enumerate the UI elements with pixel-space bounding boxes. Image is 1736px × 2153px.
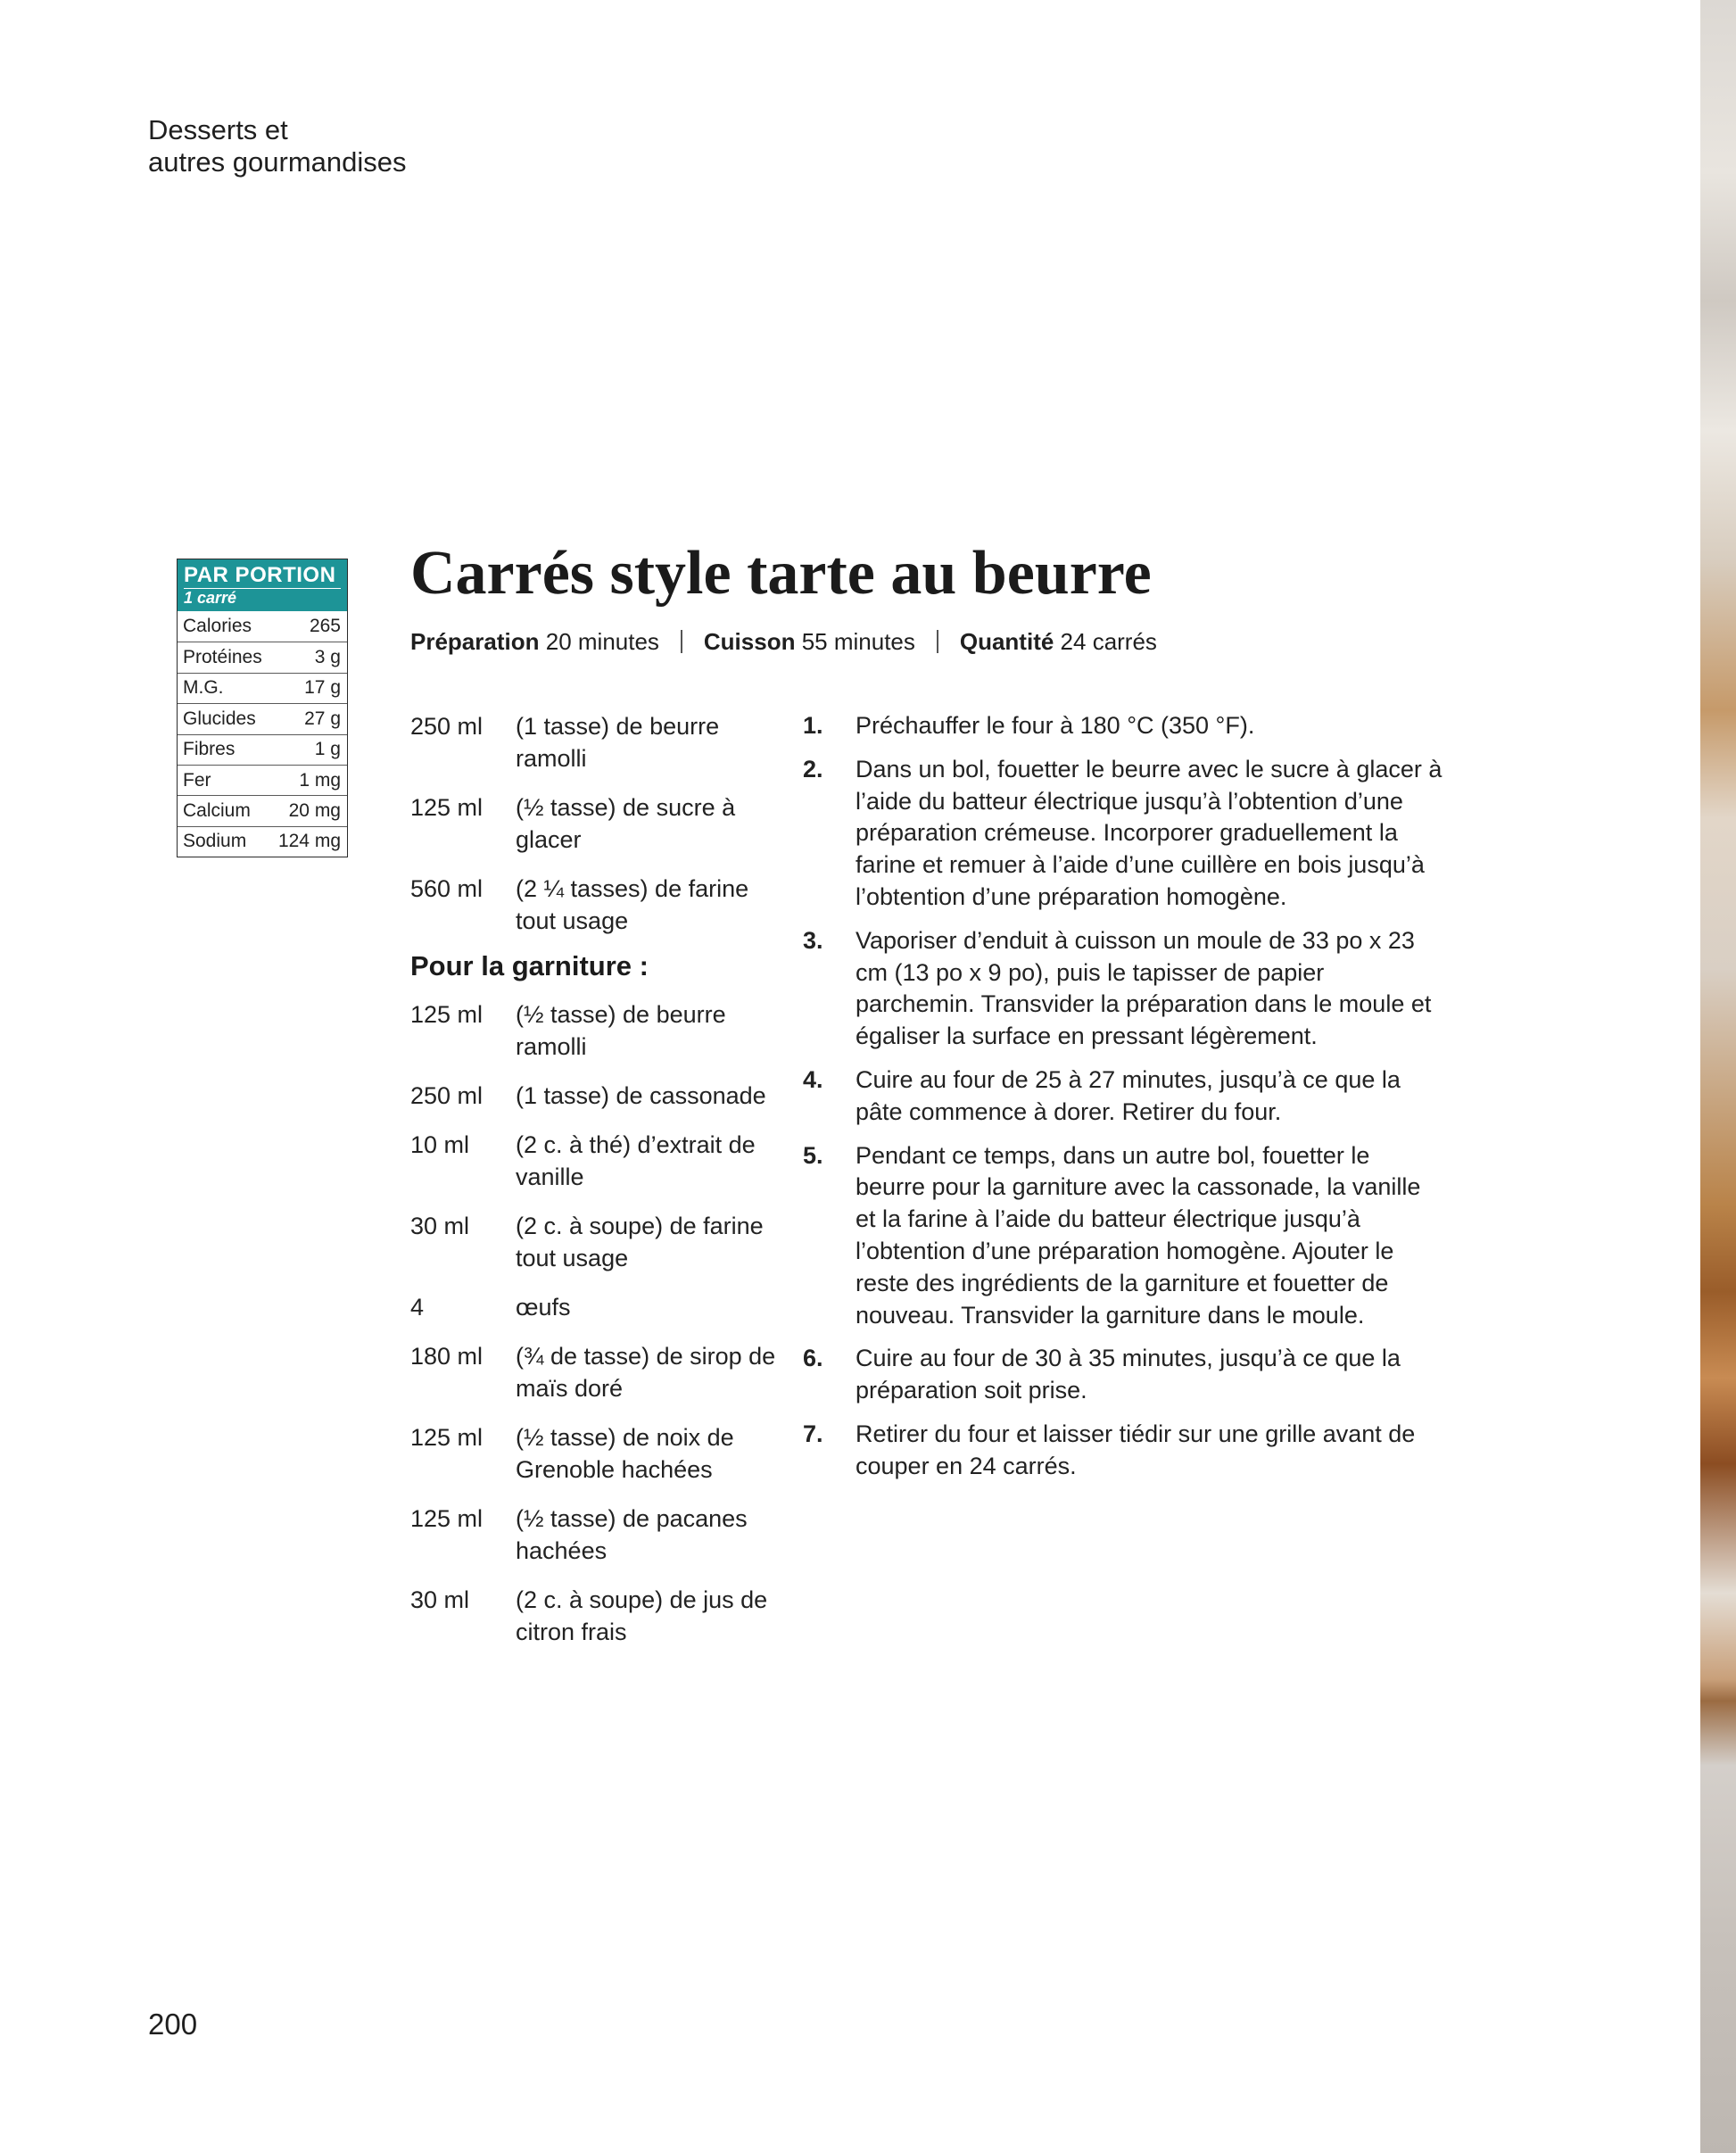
- ingredient-quantity: 10 ml: [410, 1131, 470, 1158]
- ingredient-quantity: 125 ml: [410, 1001, 484, 1028]
- step-item: [803, 1064, 1445, 1129]
- ingredients-list: [410, 710, 785, 1665]
- step-number: 1.: [803, 712, 823, 739]
- ingredient-row: [410, 710, 785, 774]
- step-item: [803, 1419, 1445, 1483]
- nutrition-row: [178, 673, 347, 703]
- ingredient-row: [410, 1421, 785, 1486]
- section-header: [148, 114, 505, 178]
- step-number: 2.: [803, 755, 823, 783]
- nutrition-value: 17 g: [304, 677, 341, 699]
- ingredient-quantity: 125 ml: [410, 1505, 484, 1532]
- ingredient-quantity: 560 ml: [410, 875, 484, 902]
- nutrition-label: Glucides: [183, 708, 256, 729]
- nutrition-value: 1 mg: [299, 769, 341, 791]
- nutrition-label: M.G.: [183, 677, 224, 699]
- nutrition-value: 1 g: [314, 739, 341, 760]
- cook-label: Cuisson: [703, 628, 796, 655]
- nutrition-value: 20 mg: [288, 800, 341, 822]
- section-header-line2: autres gourmandises: [148, 146, 407, 178]
- ingredient-quantity: 250 ml: [410, 713, 484, 740]
- garnish-ingredients: [410, 998, 785, 1648]
- step-text: Préchauffer le four à 180 °C (350 °F).: [856, 712, 1255, 739]
- step-text: Retirer du four et laisser tiédir sur une grille avant de couper en 24 carrés.: [856, 1420, 1416, 1479]
- steps-list: [803, 710, 1445, 1495]
- ingredient-quantity: 125 ml: [410, 1424, 484, 1451]
- cook-value: 55 minutes: [801, 628, 915, 655]
- step-text: Cuire au four de 25 à 27 minutes, jusqu’à ce que la pâte commence à dorer. Retirer du four.: [856, 1065, 1401, 1125]
- nutrition-value: 3 g: [314, 647, 341, 668]
- meta-divider: [681, 630, 682, 653]
- ingredient-row: [410, 1503, 785, 1567]
- recipe-meta: [410, 626, 1392, 657]
- step-number: 4.: [803, 1065, 823, 1093]
- food-photo-edge: [1700, 0, 1736, 2153]
- garnish-heading: Pour la garniture :: [410, 950, 649, 981]
- nutrition-label: Sodium: [183, 831, 247, 852]
- step-text: Dans un bol, fouetter le beurre avec le sucre à glacer à l’aide du batteur électrique jusqu’à l’obtention d’une préparation crémeuse. Incorporer graduellement la farine et remuer à l’aide d’une cuillère en bois jusqu’à l’obtention d’une préparation homogène.: [856, 755, 1443, 910]
- prep-label: Préparation: [410, 628, 540, 655]
- ingredient-description: (½ tasse) de sucre à glacer: [516, 794, 736, 853]
- step-item: [803, 1343, 1445, 1407]
- quantity-label: Quantité: [959, 628, 1054, 655]
- section-header-line1: Desserts et: [148, 114, 288, 145]
- ingredient-row: [410, 1340, 785, 1404]
- ingredient-row: [410, 1080, 785, 1112]
- step-item: [803, 925, 1445, 1053]
- ingredient-row: [410, 998, 785, 1063]
- ingredient-quantity: 30 ml: [410, 1213, 470, 1239]
- step-number: 3.: [803, 926, 823, 954]
- nutrition-label: Fer: [183, 769, 211, 791]
- step-text: Vaporiser d’enduit à cuisson un moule de 33 po x 23 cm (13 po x 9 po), puis le tapisser de papier parchemin. Transvider la préparation dans le moule et égaliser la surface en pressant légèrement.: [856, 926, 1432, 1050]
- ingredient-row: [410, 791, 785, 856]
- ingredient-description: (½ tasse) de pacanes hachées: [516, 1505, 748, 1564]
- ingredient-row: [410, 1584, 785, 1648]
- step-text: Pendant ce temps, dans un autre bol, fouetter le beurre pour la garniture avec la cassonade, la vanille et la farine à l’aide du batteur électrique jusqu’à l’obtention d’une préparation homogène. Ajouter le reste des ingrédients de la garniture et fouetter de nouveau. Transvider la garniture dans le moule.: [856, 1141, 1421, 1329]
- step-item: [803, 754, 1445, 914]
- nutrition-rows: [178, 611, 347, 857]
- nutrition-row: [178, 826, 347, 857]
- step-number: 5.: [803, 1141, 823, 1169]
- nutrition-row: [178, 703, 347, 733]
- step-text: Cuire au four de 30 à 35 minutes, jusqu’à ce que la préparation soit prise.: [856, 1345, 1401, 1404]
- ingredient-description: (2 ¼ tasses) de farine tout usage: [516, 875, 749, 934]
- nutrition-row: [178, 795, 347, 825]
- ingredient-description: (¾ de tasse) de sirop de maïs doré: [516, 1343, 776, 1402]
- step-number: 7.: [803, 1420, 823, 1447]
- step-number: 6.: [803, 1345, 823, 1372]
- ingredient-quantity: 4: [410, 1294, 425, 1321]
- nutrition-label: Calories: [183, 616, 252, 637]
- nutrition-label: Calcium: [183, 800, 251, 822]
- ingredient-description: œufs: [516, 1294, 571, 1321]
- nutrition-label: Fibres: [183, 739, 236, 760]
- ingredient-quantity: 125 ml: [410, 794, 484, 821]
- ingredient-description: (1 tasse) de cassonade: [516, 1082, 766, 1109]
- base-ingredients: [410, 710, 785, 937]
- nutrition-row: [178, 611, 347, 642]
- ingredient-description: (2 c. à thé) d’extrait de vanille: [516, 1131, 756, 1190]
- nutrition-value: 27 g: [304, 708, 341, 729]
- ingredient-row: [410, 1129, 785, 1193]
- step-item: [803, 1140, 1445, 1332]
- ingredient-row: [410, 1291, 785, 1323]
- nutrition-row: [178, 734, 347, 765]
- ingredient-quantity: 30 ml: [410, 1586, 470, 1613]
- meta-divider: [937, 630, 938, 653]
- nutrition-header: [178, 559, 347, 611]
- nutrition-title: PAR PORTION: [184, 563, 336, 587]
- ingredient-row: [410, 1210, 785, 1274]
- ingredient-description: (1 tasse) de beurre ramolli: [516, 713, 720, 772]
- ingredient-description: (½ tasse) de noix de Grenoble hachées: [516, 1424, 734, 1483]
- nutrition-label: Protéines: [183, 647, 262, 668]
- ingredient-quantity: 250 ml: [410, 1082, 484, 1109]
- quantity-value: 24 carrés: [1060, 628, 1157, 655]
- ingredient-description: (2 c. à soupe) de jus de citron frais: [516, 1586, 768, 1645]
- step-item: [803, 710, 1445, 742]
- nutrition-value: 265: [309, 616, 341, 637]
- nutrition-value: 124 mg: [277, 831, 341, 852]
- recipe-title: Carrés style tarte au beurre: [410, 539, 1152, 608]
- nutrition-row: [178, 642, 347, 672]
- nutrition-row: [178, 765, 347, 795]
- prep-value: 20 minutes: [545, 628, 659, 655]
- nutrition-subtitle: 1 carré: [184, 588, 341, 606]
- ingredient-row: [410, 873, 785, 937]
- page-number: 200: [148, 2008, 198, 2041]
- ingredient-quantity: 180 ml: [410, 1343, 484, 1370]
- ingredient-description: (½ tasse) de beurre ramolli: [516, 1001, 726, 1060]
- nutrition-box: [177, 559, 348, 857]
- ingredient-description: (2 c. à soupe) de farine tout usage: [516, 1213, 764, 1271]
